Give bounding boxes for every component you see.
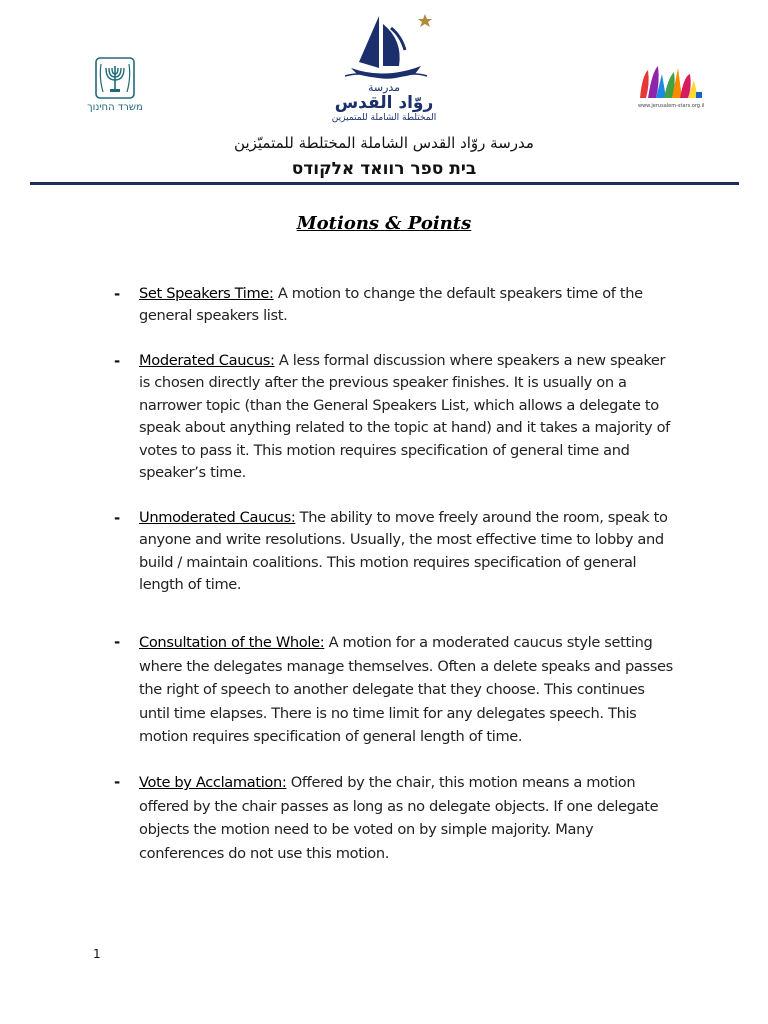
ministry-label: משרד החינוך bbox=[87, 102, 143, 113]
ministry-of-education-emblem bbox=[82, 56, 148, 113]
list-item-text bbox=[139, 350, 679, 484]
school-name-arabic: مدرسة روّاد القدس الشاملة المختلطة للمتميّزين bbox=[234, 134, 534, 152]
sailboat-icon bbox=[329, 10, 439, 82]
motion-term: Unmoderated Caucus: bbox=[139, 509, 296, 526]
list-item-text bbox=[139, 631, 679, 749]
bullet-dash: - bbox=[114, 633, 121, 651]
list-item-text bbox=[139, 507, 679, 597]
list-item-text bbox=[139, 283, 679, 328]
logo-line-1: مدرسة bbox=[367, 81, 401, 94]
right-logo-url: www.jerusalem-stars.org.il bbox=[638, 103, 705, 109]
menorah-icon bbox=[93, 56, 137, 100]
page-number: 1 bbox=[93, 947, 101, 961]
motion-description: A motion to change the default speakers time of the general speakers list. bbox=[139, 285, 643, 325]
motion-description: A motion for a moderated caucus style setting where the delegates manage themselves. Often a delete speaks and passes the right of speech to another delegate that they choose. This continues until time elapses. There is no time limit for any delegates speech. This motion requires specification of general length of time. bbox=[139, 634, 673, 745]
list-item-text bbox=[139, 771, 679, 865]
document-header bbox=[0, 0, 768, 190]
motion-term: Set Speakers Time: bbox=[139, 285, 274, 302]
motion-term: Moderated Caucus: bbox=[139, 352, 275, 369]
logo-line-2: روّاد القدس bbox=[334, 93, 434, 113]
bullet-dash: - bbox=[114, 285, 121, 303]
bullet-dash: - bbox=[114, 773, 121, 791]
logo-line-3: المختلطة الشاملة للمتميزين bbox=[331, 113, 437, 123]
motion-description: Offered by the chair, this motion means a motion offered by the chair passes as long as no delegate objects. If one delegate objects the motion need to be voted on by simple majority. Many conferences do not use this motion. bbox=[139, 774, 659, 862]
motion-description: The ability to move freely around the room, speak to anyone and write resolutions. Usually, the most effective time to lobby and build / maintain coalitions. This motion requires specification of general length of time. bbox=[139, 509, 668, 594]
motion-term: Vote by Acclamation: bbox=[139, 774, 287, 791]
colorful-city-logo-icon bbox=[636, 62, 704, 104]
bullet-dash: - bbox=[114, 509, 121, 527]
bullet-dash: - bbox=[114, 352, 121, 370]
motion-description: A less formal discussion where speakers a new speaker is chosen directly after the previous speaker finishes. It is usually on a narrower topic (than the General Speakers List, which allows a delegate to speak about anything related to the topic at hand) and it takes a majority of votes to pass it. This motion requires specification of general time and speaker’s time. bbox=[139, 352, 670, 482]
school-name-hebrew: בית ספר רוואד אלקודס bbox=[291, 159, 477, 179]
school-logo bbox=[318, 10, 450, 123]
document-title: Motions & Points bbox=[296, 213, 472, 234]
jerusalem-stars-logo bbox=[636, 62, 704, 112]
motion-term: Consultation of the Whole: bbox=[139, 634, 325, 651]
header-divider bbox=[30, 182, 739, 185]
